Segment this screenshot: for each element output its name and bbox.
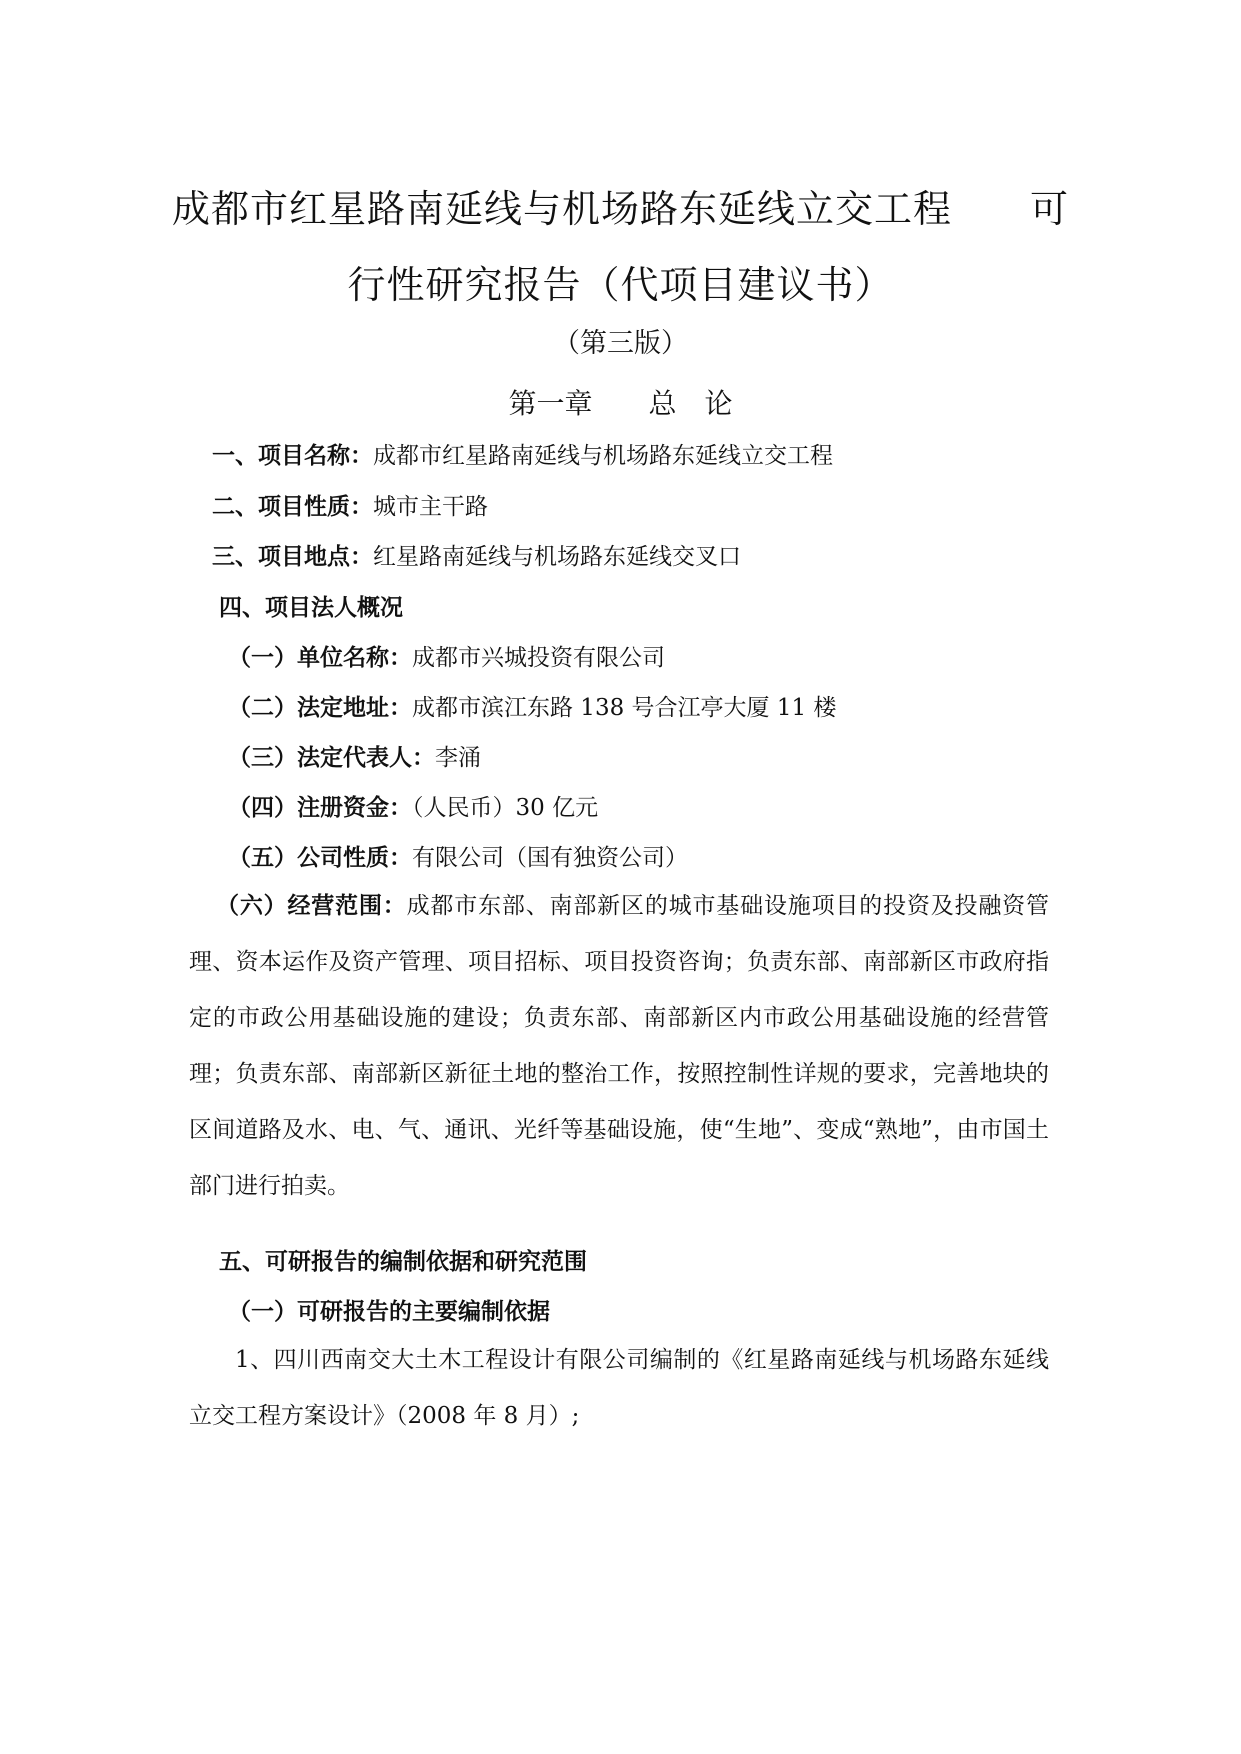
registered-capital-value: （人民币）30 亿元	[412, 795, 599, 821]
edition-label: （第三版）	[553, 328, 688, 359]
business-scope-value: 成都市东部、南部新区的城市基础设施项目的投资及投融资管理、资本运作及资产管理、项目招标、项目投资咨询；负责东部、南部新区市政府指定的市政公用基础设施的建设；负责东部、南部新区内市政公用基础设施的经营管理；负责东部、南部新区新征土地的整治工作，按照控制性详规的要求，完善地块的区间道路及水、电、气、通讯、光纤等基础设施，使“生地”、变成“熟地”，由市国土部门进行拍卖。	[189, 893, 1050, 1199]
section-five-heading: 五、可研报告的编制依据和研究范围	[219, 1249, 587, 1275]
legal-entity-heading: 四、项目法人概况	[219, 595, 403, 621]
business-scope-paragraph	[189, 878, 1049, 1214]
legal-address-value: 成都市滨江东路 138 号合江亭大厦 11 楼	[412, 695, 837, 721]
project-location-value: 红星路南延线与机场路东延线交叉口	[373, 544, 741, 570]
company-type-row	[228, 843, 688, 873]
project-name-value: 成都市红星路南延线与机场路东延线立交工程	[373, 443, 833, 469]
basis-item-1: 1、四川西南交大土木工程设计有限公司编制的《红星路南延线与机场路东延线立交工程方案设计》（2008 年 8 月）;	[189, 1347, 1049, 1429]
legal-representative-row	[228, 743, 481, 773]
document-title-line-2: 行性研究报告（代项目建议书）	[347, 263, 894, 307]
basis-subheading: （一）可研报告的主要编制依据	[228, 1299, 550, 1325]
company-name-value: 成都市兴城投资有限公司	[412, 645, 665, 671]
legal-address-label: （二）法定地址：	[228, 695, 412, 721]
project-name-label: 一、项目名称：	[212, 443, 373, 469]
project-location-label: 三、项目地点：	[212, 544, 373, 570]
company-type-value: 有限公司（国有独资公司）	[412, 845, 688, 871]
registered-capital-row	[228, 793, 598, 823]
project-name-row	[212, 441, 833, 471]
company-name-row	[228, 643, 665, 673]
business-scope-label: （六）经营范围：	[216, 893, 407, 919]
legal-representative-value: 李涌	[435, 745, 481, 771]
project-nature-label: 二、项目性质：	[212, 494, 373, 520]
legal-representative-label: （三）法定代表人：	[228, 745, 435, 771]
chapter-heading: 第一章 总 论	[508, 387, 733, 420]
company-name-label: （一）单位名称：	[228, 645, 412, 671]
project-location-row	[212, 542, 741, 572]
project-nature-row	[212, 492, 488, 522]
registered-capital-label: （四）注册资金：	[228, 795, 412, 821]
document-title-line-1: 成都市红星路南延线与机场路东延线立交工程 可	[171, 187, 1069, 231]
legal-address-row	[228, 693, 836, 723]
project-nature-value: 城市主干路	[373, 494, 488, 520]
company-type-label: （五）公司性质：	[228, 845, 412, 871]
